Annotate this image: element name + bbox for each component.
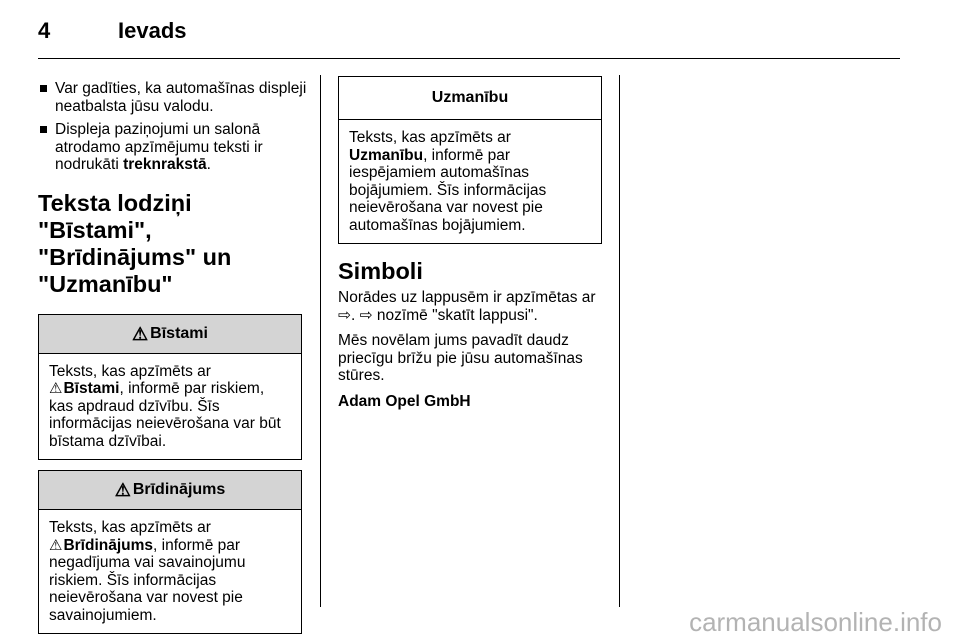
column-divider-right xyxy=(619,75,620,607)
danger-box-header xyxy=(39,315,301,354)
warning-box-title: Brīdinājums xyxy=(132,481,226,498)
reference-arrow-icon: ⇨ xyxy=(359,306,373,324)
warning-box xyxy=(38,470,302,634)
danger-box-text-end: , informē par riskiem, kas apdraud dzīvību. Šīs informācijas neievērošana var būt bīstama dzīvībai. xyxy=(49,380,281,450)
bullet-bold-text: treknrakstā xyxy=(123,156,207,173)
running-head: Ievads xyxy=(118,18,187,43)
watermark: carmanualsonline.info xyxy=(689,607,942,637)
warning-triangle-icon: ⚠ xyxy=(49,536,63,554)
warning-box-text: Teksts, kas apzīmēts ar xyxy=(49,519,211,536)
symbols-text-middle: . xyxy=(351,306,360,324)
column-1 xyxy=(38,80,308,634)
symbols-text-end: nozīmē "skatīt lappusi". xyxy=(372,306,538,324)
caution-box-keyword: Uzmanību xyxy=(349,146,424,164)
bullet-item xyxy=(38,80,308,115)
section-heading: Teksta lodziņi "Bīstami", "Brīdinājums" un "Uzmanību" xyxy=(38,189,232,297)
symbols-heading: Simboli xyxy=(338,258,423,284)
caution-box xyxy=(338,76,602,244)
bullet-square-icon xyxy=(40,85,47,92)
column-2 xyxy=(338,76,602,411)
bullet-text: Displeja paziņojumi un salonā atrodamo apzīmējumu teksti ir nodrukāti xyxy=(55,121,263,173)
warning-box-text-end: , informē par negadījuma vai savainojumu riskiem. Šīs informācijas neievērošana var novest pie savainojumiem. xyxy=(49,536,246,624)
reference-arrow-icon: ⇨ xyxy=(338,306,351,324)
bullet-square-icon xyxy=(40,126,47,133)
danger-box xyxy=(38,314,302,461)
caution-box-body xyxy=(339,120,601,243)
bullet-list xyxy=(38,80,308,174)
warning-box-keyword: Brīdinājums xyxy=(63,536,154,554)
warning-box-header xyxy=(39,471,301,510)
danger-box-title: Bīstami xyxy=(150,324,208,342)
warning-box-body xyxy=(39,510,301,633)
bullet-item xyxy=(38,121,308,174)
symbols-text: Norādes uz lappusēm ir apzīmētas ar xyxy=(338,289,596,306)
caution-box-header xyxy=(339,77,601,120)
header-rule xyxy=(38,58,900,59)
warning-triangle-icon: ⚠ xyxy=(132,323,149,344)
bullet-text: Var gadīties, ka automašīnas displeji neatbalsta jūsu valodu. xyxy=(55,80,307,115)
warning-triangle-icon: ⚠ xyxy=(49,380,63,397)
caution-box-text-end: , informē par iespējamiem automašīnas bojājumiem. Šīs informācijas neievērošana var novest pie automašīnas bojājumiem. xyxy=(349,146,547,234)
warning-triangle-icon: ⚠ xyxy=(114,480,131,500)
danger-box-keyword: Bīstami xyxy=(63,380,120,397)
page-number: 4 xyxy=(38,18,51,43)
signature: Adam Opel GmbH xyxy=(338,392,471,410)
caution-box-text: Teksts, kas apzīmēts ar xyxy=(349,129,511,146)
danger-box-body xyxy=(39,354,301,460)
closing-paragraph: Mēs novēlam jums pavadīt daudz priecīgu brīžu pie jūsu automašīnas stūres. xyxy=(338,332,583,384)
danger-box-text: Teksts, kas apzīmēts ar xyxy=(49,362,211,380)
bullet-text-end: . xyxy=(206,156,211,173)
column-divider-left xyxy=(320,75,321,607)
symbols-paragraph xyxy=(338,289,602,324)
caution-box-title: Uzmanību xyxy=(431,89,509,106)
